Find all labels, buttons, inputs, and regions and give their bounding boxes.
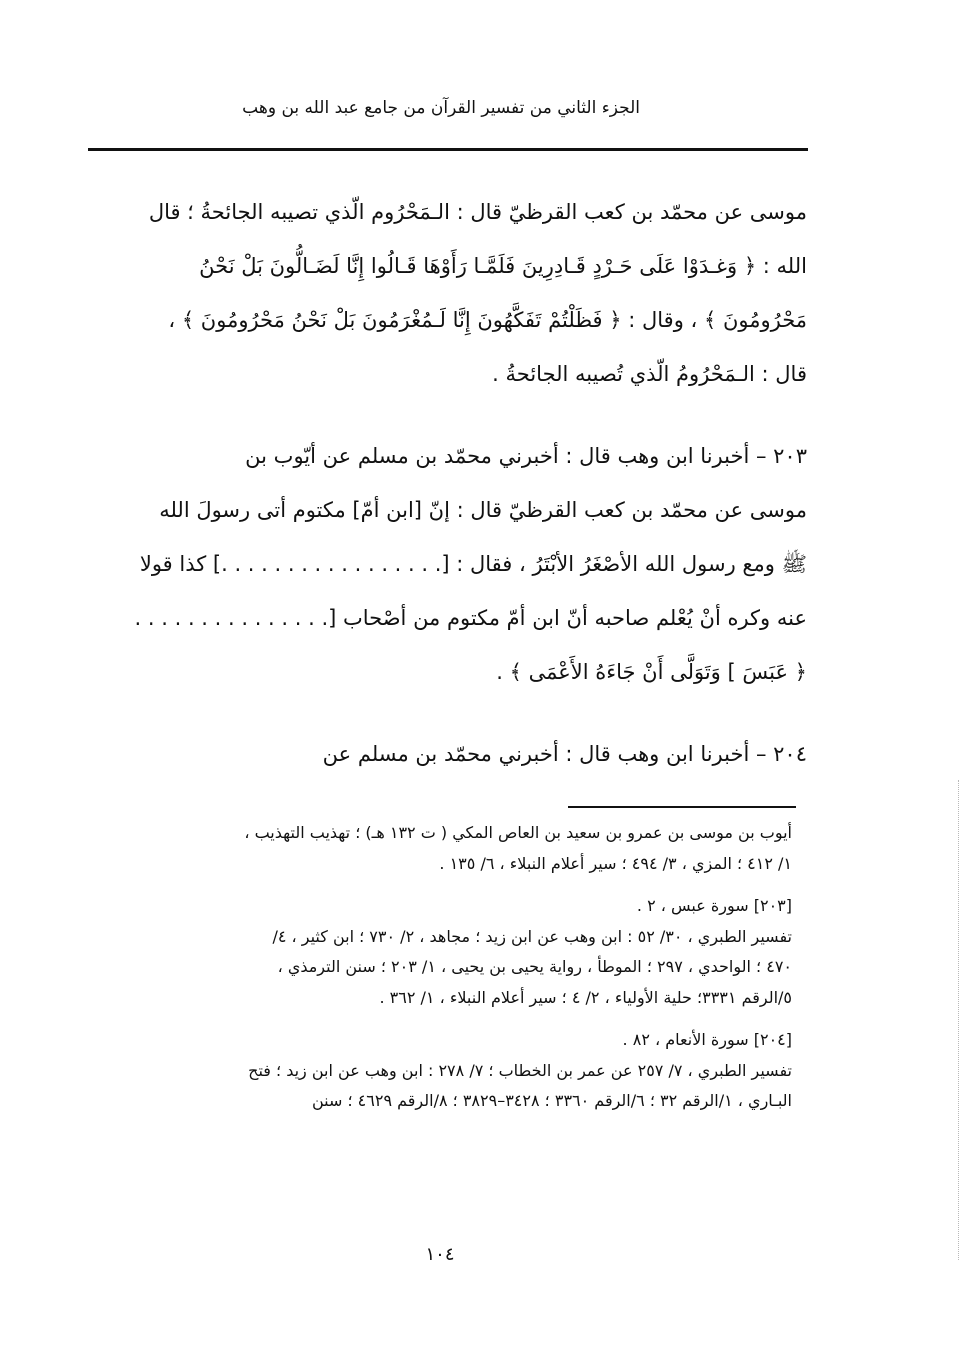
text-line: عنه وكره أنْ يُعْلم صاحبه أنّ ابن أمّ مكتوم من أصْحاب [. . . . . . . . . . . . . . . (134, 606, 807, 630)
text-line: الله : ﴿ وَغـدَوْا عَلَى حَـرْدٍ قَـادِرِينَ فَلَمَّـا رَأَوْهَا قَـالُوا إِنَّا لَضَـالُّونَ بَلْ نَحْنُ (199, 254, 807, 278)
footnote-line: ٥/الرقم ٣٣٣١؛ حلية الأولياء ، ٢/ ٤ ؛ سير أعلام النبلاء ، ١/ ٣٦٢ . (379, 987, 792, 1007)
text-line: ﴿ عَبَسَ ] وَتَوَلَّى أَنْ جَاءَهُ الأَعْمَى ﴾ . (496, 660, 807, 684)
text-line: موسى عن محمّد بن كعب القرظيّ قال : إنّ [ابن أمّ] مكتوم أتى رسولَ الله (159, 498, 807, 522)
footnote-line: البـاري ، ١/الرقم ٣٢ ؛ ٦/الرقم ٣٣٦٠ ؛ ٣٤٢٨–٣٨٢٩ ؛ ٨/الرقم ٤٦٢٩ ؛ سنن (312, 1091, 792, 1110)
footnote-divider (568, 806, 796, 808)
footnote-line: تفسير الطبري ، ٣٠/ ٥٢ : ابن وهب عن ابن زيد ؛ مجاهد ، ٢/ ٧٣٠ ؛ ابن كثير ، ٤/ (272, 926, 792, 946)
footnote-line: أيوب بن موسى بن عمرو بن سعيد بن العاص المكي ( ت ١٣٢ هـ) ؛ تهذيب التهذيب ، (244, 823, 792, 842)
text-line: مَحْرُومُونَ ﴾ ، وقال : ﴿ فَظَلْتُمْ تَفَكَّهُونَ إِنَّا لَـمُغْرَمُونَ بَلْ نَحْنُ مَحْرُومُونَ ﴾ ، (168, 308, 807, 332)
footnote-line: [٢٠٣] سورة عبس ، ٢ . (636, 896, 792, 915)
page-number: ١٠٤ (425, 1244, 455, 1265)
text-line: قال : الـمَحْرُومُ الّذي تُصيبه الجائحةُ . (492, 362, 807, 386)
footnote-line: ٤٧٠ ؛ الواحدي ، ٢٩٧ ؛ الموطأ ، رواية يحيى بن يحيى ، ١/ ٢٠٣ ؛ سنن الترمذي ، (277, 957, 792, 976)
running-header: الجزء الثاني من تفسير القرآن من جامع عبد الله بن وهب (242, 98, 640, 118)
header-divider (88, 148, 808, 151)
text-line: موسى عن محمّد بن كعب القرظيّ قال : الـمَحْرُوم الّذي تصيبه الجائحةُ ؛ قال (148, 200, 807, 224)
text-line: ٢٠٣ – أخبرنا ابن وهب قال : أخبرني محمّد بن مسلم عن أيّوب بن (245, 444, 807, 468)
text-line: ﷺ ومع رسول الله الأصْغَرُ الأبْتَرُ ، فقال : [. . . . . . . . . . . . . . . . .] كذا قولا (139, 552, 807, 576)
footnote-line: ١/ ٤١٢ ؛ المزي ، ٣/ ٤٩٤ ؛ سير أعلام النبلاء ، ٦/ ١٣٥ . (439, 853, 792, 873)
scan-edge-mark (958, 780, 960, 1260)
footnote-line: تفسير الطبري ، ٧/ ٢٥٧ عن عمر بن الخطاب ؛ ٧/ ٢٧٨ : ابن وهب عن ابن زيد ؛ فتح (248, 1060, 792, 1080)
footnote-line: [٢٠٤] سورة الأنعام ، ٨٢ . (622, 1030, 792, 1049)
main-text (72, 185, 807, 781)
text-line: ٢٠٤ – أخبرنا ابن وهب قال : أخبرني محمّد بن مسلم عن (322, 742, 807, 766)
footnotes (72, 818, 792, 1117)
